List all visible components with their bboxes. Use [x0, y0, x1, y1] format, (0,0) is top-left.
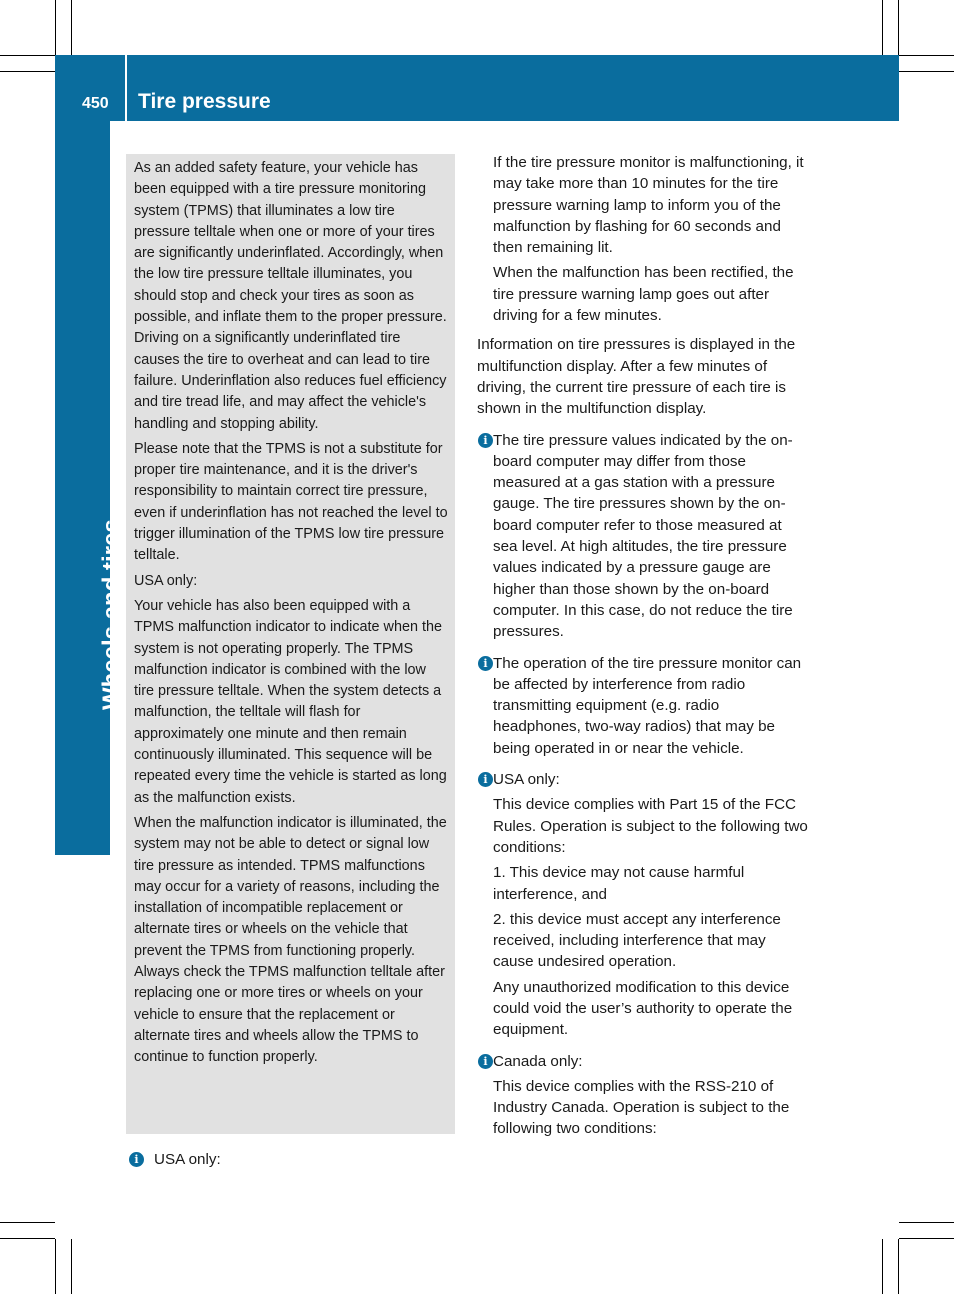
info-note	[477, 769, 809, 790]
crop-mark	[899, 55, 954, 56]
section-side-tab	[55, 121, 110, 855]
crop-mark	[899, 1238, 954, 1239]
body-paragraph: This device complies with Part 15 of the FCC Rules. Operation is subject to the following two conditions:	[493, 796, 808, 856]
safety-notice-box	[126, 154, 455, 1134]
header-divider	[125, 55, 127, 121]
crop-mark	[0, 1222, 55, 1223]
safety-paragraph: When the malfunction indicator is illuminated, the system may not be able to detect or signal low tire pressure as intended. TPMS malfunctions may occur for a variety of reasons, including the installation of incompatible replacement or alternate tires or wheels on the vehicle that prevent the TPMS from functioning properly. Always check the TPMS malfunction telltale after replacing one or more tires or wheels on your vehicle to ensure that the replacement or alternate tires and wheels allow the TPMS to continue to function properly.	[134, 814, 447, 1066]
body-paragraph: When the malfunction has been rectified, the tire pressure warning lamp goes out after driving for a few minutes.	[493, 264, 794, 325]
info-note	[477, 1051, 809, 1072]
crop-mark	[899, 71, 954, 72]
info-note	[128, 1149, 448, 1170]
crop-mark	[882, 1239, 883, 1294]
body-paragraph: 2. this device must accept any interference received, including interference that may cause undesired operation.	[493, 910, 781, 971]
page-title: Tire pressure	[138, 90, 271, 113]
info-note-text: The operation of the tire pressure monitor can be affected by interference from radio transmitting equipment (e.g. radio headphones, two-way radios) that may be being operated in or near the vehicle.	[493, 654, 802, 757]
info-icon: i	[478, 656, 493, 671]
info-icon: i	[129, 1152, 144, 1167]
crop-mark	[882, 0, 883, 55]
info-icon: i	[478, 1054, 493, 1069]
crop-mark	[0, 55, 55, 56]
right-column	[477, 152, 809, 1144]
page-number: 450	[82, 95, 109, 112]
safety-paragraph: As an added safety feature, your vehicle has been equipped with a tire pressure monitoring system (TPMS) that illuminates a low tire pressure telltale when one or more of your tires are significantly underinflated. Accordingly, when the low tire pressure telltale illuminates, you should stop and check your tires as soon as possible, and inflate them to the proper pressure. Driving on a significantly underinflated tire causes the tire to overheat and can lead to tire failure. Underinflation also reduces fuel efficiency and tire tread life, and may affect the vehicle's handling and stopping ability.	[134, 160, 447, 432]
crop-mark	[899, 1222, 954, 1223]
crop-mark	[0, 1238, 55, 1239]
crop-mark	[898, 1239, 899, 1294]
safety-paragraph: USA only:	[134, 572, 198, 589]
info-note-text: Canada only:	[493, 1052, 583, 1070]
info-note	[477, 653, 809, 759]
info-note-text: USA only:	[493, 771, 560, 789]
info-icon: i	[478, 772, 493, 787]
body-paragraph: Any unauthorized modification to this device could void the user’s authority to operate the equipment.	[493, 978, 793, 1039]
info-note	[477, 430, 809, 643]
crop-mark	[55, 1239, 56, 1294]
section-side-label: Wheels and tires	[98, 519, 125, 710]
body-paragraph: 1. This device may not cause harmful interference, and	[493, 864, 745, 903]
info-icon: i	[478, 433, 493, 448]
body-paragraph: If the tire pressure monitor is malfunctioning, it may take more than 10 minutes for the tire pressure warning lamp to inform you of the malfunction by flashing for 60 seconds and then remaining lit.	[493, 154, 804, 257]
safety-paragraph: Your vehicle has also been equipped with a TPMS malfunction indicator to indicate when the system is not operating properly. The TPMS malfunction indicator is combined with the low tire pressure telltale. When the system detects a malfunction, the telltale will flash for approximately one minute and then remain continuously illuminated. This sequence will be repeated every time the vehicle is started as long as the malfunction exists.	[134, 597, 447, 806]
crop-mark	[55, 0, 56, 55]
crop-mark	[71, 0, 72, 55]
safety-paragraph: Please note that the TPMS is not a substitute for proper tire maintenance, and it is the driver's responsibility to maintain correct tire pressure, even if underinflation has not reached the level to trigger illumination of the TPMS low tire pressure telltale.	[134, 440, 448, 564]
crop-mark	[898, 0, 899, 55]
body-paragraph: This device complies with the RSS-210 of Industry Canada. Operation is subject to the following two conditions:	[493, 1077, 790, 1138]
info-note-text: The tire pressure values indicated by the on-board computer may differ from those measured at a gas station with a pressure gauge. The tire pressures shown by the on-board computer refer to those measured at sea level. At high altitudes, the tire pressure values indicated by a pressure gauge are higher than those shown by the on-board computer. In this case, do not reduce the tire pressures.	[493, 431, 793, 641]
crop-mark	[71, 1239, 72, 1294]
left-info-note	[128, 1149, 448, 1174]
body-paragraph: Information on tire pressures is displayed in the multifunction display. After a few minutes of driving, the current tire pressure of each tire is shown in the multifunction display.	[477, 336, 796, 418]
crop-mark	[0, 71, 55, 72]
info-note-text: USA only:	[154, 1151, 221, 1168]
